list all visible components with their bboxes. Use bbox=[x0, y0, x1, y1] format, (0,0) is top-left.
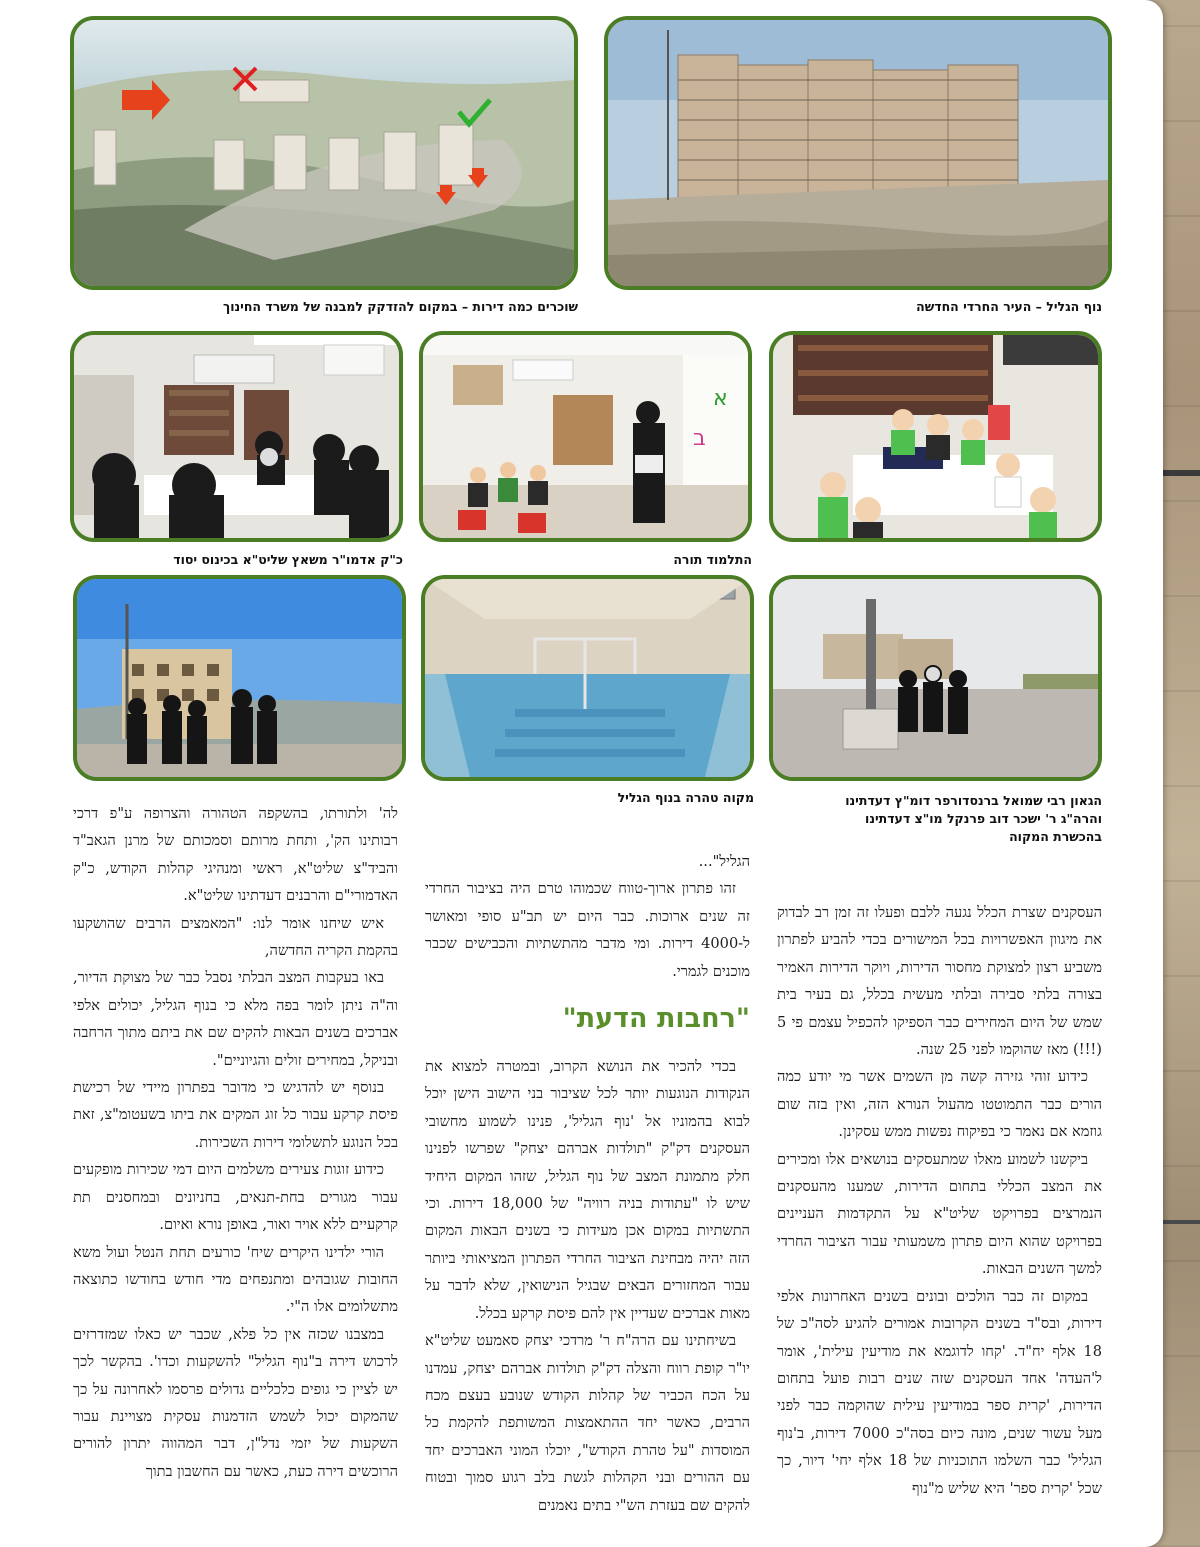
svg-text:ב: ב bbox=[693, 426, 706, 451]
photo-admor-gathering bbox=[70, 331, 403, 542]
paragraph: הורי ילדינו היקרים שיח' כורעים תחת הנטל ועול משא החובות שגובהים ומתנפחים מדי חודש בחודשו כתוצאה מתשלומים אלו ה"י. bbox=[73, 1243, 398, 1316]
paragraph: הגליל"... bbox=[698, 853, 750, 870]
section-heading: "רחבות הדעת" bbox=[562, 1003, 750, 1035]
article-column-left bbox=[73, 800, 398, 1547]
caption-photo: מקוה טהרה בנוף הגליל bbox=[617, 790, 754, 805]
paragraph: ביקשנו לשמוע מאלו שמתעסקים בנושאים אלו ומכירים את המצב הכללי בתחום הדירות, שמענו מהעסקנים הנמרצים בפרויקט שליט"א על התקדמות העניינים בפרויקט שהוא היום פתרון משמעותי עבור הציבור החרדי למשך השנים הבאות. bbox=[777, 1150, 1102, 1278]
caption-line: בהכשרת המקוה bbox=[1009, 829, 1102, 844]
photo-group-outdoor bbox=[73, 575, 406, 781]
paragraph: בנוסף יש להדגיש כי מדובר בפתרון מיידי של רכישת פיסת קרקע עבור כל זוג המקים את ביתו בשעטומ"צ, זאת בכל הנוגע לתשלומי דירות השכירות. bbox=[73, 1079, 398, 1151]
svg-text:א: א bbox=[713, 386, 728, 411]
caption-line: הגאון רבי שמואל ברנסדורפר דומ"ץ דעדתינו bbox=[845, 793, 1102, 808]
photo-talmud-torah bbox=[419, 331, 752, 542]
caption-photo: נוף הגליל – העיר החרדי החדשה bbox=[916, 299, 1102, 314]
photo-nof-hagalil-buildings bbox=[604, 16, 1112, 290]
paragraph: העסקנים שצרת הכלל נגעה ללבם ופעלו זה זמן רב לבדוק את מיגוון האפשרויות בכל המישורים בכדי להביע לפתרון משביע רצון למצוקת מחסור הדירות, ויוקר הדירות האמיר בצורה בלתי סבירה ובלתי מעשית בכלל, גם בעיר בית שמש של היום המחירים כבר הספיקו להכפיל עצמם פי 5 (!!!) מאז שהוקמו לפני 25 שנה. bbox=[777, 904, 1102, 1059]
paragraph: באו בעקבות המצב הבלתי נסבל כבר של מצוקת הדיור, וה"ה ניתן לומר בפה מלא כי בנוף הגליל, יכולים אלפי אברכים בשנים הבאות להקים שם את ביתם מתוך הרחבה ובניקל, במחירים זולים והגיוניים". bbox=[73, 969, 398, 1069]
paragraph: בכדי להכיר את הנושא הקרוב, ובמטרה למצוא את הנקודות הנוגעות יותר לכל שציבור בני הישוב הישן יוכל לבוא בהמוניו אל 'נוף הגליל', פנינו לשמוע מחשובי העסקנים דק"ק "תולדות אברהם יצחק" שפרשו לפנינו חלק מתמונת המצב של נוף הגליל, שזהו המקום היחיד שיש לו "עתודות בניה רוויה" של 18,000 דירות. וכי התשתיות במקום אכן מעידות כי בשנים הבאות המקום הזה יהיה מבחינת הציבור החרדי הפתרון המציאותי ביותר עבור המחזורים הבאים שבגיל הנישואין, שלא לדבר על מאות אברכים שעדיין אין להם פיסת קרקע בכלל. bbox=[425, 1058, 750, 1322]
caption-line: והרה"ג ר' ישכר דוב פרנקל מו"צ דעדתינו bbox=[865, 811, 1102, 826]
article-column-middle bbox=[425, 848, 750, 1547]
paragraph: במצבנו שכזה אין כל פלא, שכבר יש כאלו שמזדרזים לרכוש דירה ב"נוף הגליל" להשקעות וכדו'. בהקשר לכך יש לציין כי גופים כלכליים גדולים פרסמו לאחרונה על כך שהמקום יכול לשמש הזדמנות עסקית מצויינת עבור השקעות של יזמי נדל"ן, דבר המהווה יתרון להורים הרוכשים דירה כעת, כאשר עם החשבון בתוך bbox=[73, 1325, 398, 1480]
paragraph: זהו פתרון ארוך-טווח שכמוהו טרם היה בציבור החרדי זה שנים ארוכות. כבר היום יש תב"ע סופי ומאושר ל-4000 דירות. ומי מדבר מהתשתיות והכבישים שכבר מוכנים לגמרי. bbox=[425, 880, 750, 980]
paragraph: לה' ולתורתו, בהשקפה הטהורה והצרופה ע"פ דרכי רבותינו הק', ותחת מרותם וסמכותם של מרנן הגאב"ד והביד"צ שליט"א, ראשי ומנהיגי קהלות הקודש, כ"ק האדמורי"ם והרבנים דעדתינו שליט"א. bbox=[73, 805, 398, 905]
paragraph: בשיחתינו עם הרה"ח ר' מרדכי יצחק סאמעט שליט"א יו"ר קופת רווח והצלה דק"ק תולדות אברהם יצחק, עמדנו על הכח הכביר של קהלות הקודש שנובע בעצם מכח הרבים, כאשר יחד ההתאמצות המשותפת להקמת כל המוסדות "על טהרת הקודש", יוכלו המוני האברכים יחד עם ההורים ובני הקהלות לגשת בלב רגוע סמוך ובטוח להקים שם בעזרת הש"י בתים נאמנים bbox=[425, 1332, 750, 1514]
caption-photo: שוכרים כמה דירות – במקום להזדקק למבנה של משרד החינוך bbox=[222, 299, 578, 314]
paragraph: איש שיחנו אומר לנו: "המאמצים הרבים שהושקעו בהקמת הקריה החדשה, bbox=[73, 914, 398, 960]
photo-children-class bbox=[769, 331, 1102, 542]
article-column-right bbox=[777, 899, 1102, 1547]
photo-aerial-neighborhood bbox=[70, 16, 578, 290]
paragraph: כידוע זוהי גזירה קשה מן השמים אשר מי יודע כמה הורים כבר התמוטטו מהעול הנורא הזה, ואין בזה שום גוזמא אם נאמר כי בפיקוח נפשות ממש עסקינן. bbox=[777, 1068, 1102, 1141]
photo-mikveh bbox=[421, 575, 754, 781]
caption-photo bbox=[769, 792, 1102, 846]
paragraph: כידוע זוגות צעירים משלמים היום דמי שכירות מופקעים עבור מגורים בחת-תנאים, בחניונים ובמחסנים תת קרקעיים ללא אויר ואור, באופן נורא ואיום. bbox=[73, 1161, 398, 1234]
paragraph: במקום זה כבר הולכים ובונים בשנים האחרונות אלפי דירות, ובס"ד בשנים הקרובות אמורים להגיע לסה"כ של 18 אלף יח"ד. 'קחו לדוגמא את מודיעין עילית', אומר ל'העדה' אחד העסקנים שזה שנים רבות פועל בתחום הדירות, 'קרית ספר במודיעין עילית שהוקמה כבר לפני מעל עשור שנים, מונה כיום בסה"כ 7000 דירות, ב'נוף הגליל' כבר השלמו התוכניות של 18 אלף יחי' דיור, כך שכל 'קרית ספר' היא שליש מ"נוף bbox=[777, 1287, 1102, 1497]
caption-photo: התלמוד תורה bbox=[673, 552, 752, 567]
photo-rabbis-mikveh-roof bbox=[769, 575, 1102, 781]
caption-photo: כ"ק אדמו"ר משאץ שליט"א בכינוס יסוד bbox=[173, 552, 403, 567]
